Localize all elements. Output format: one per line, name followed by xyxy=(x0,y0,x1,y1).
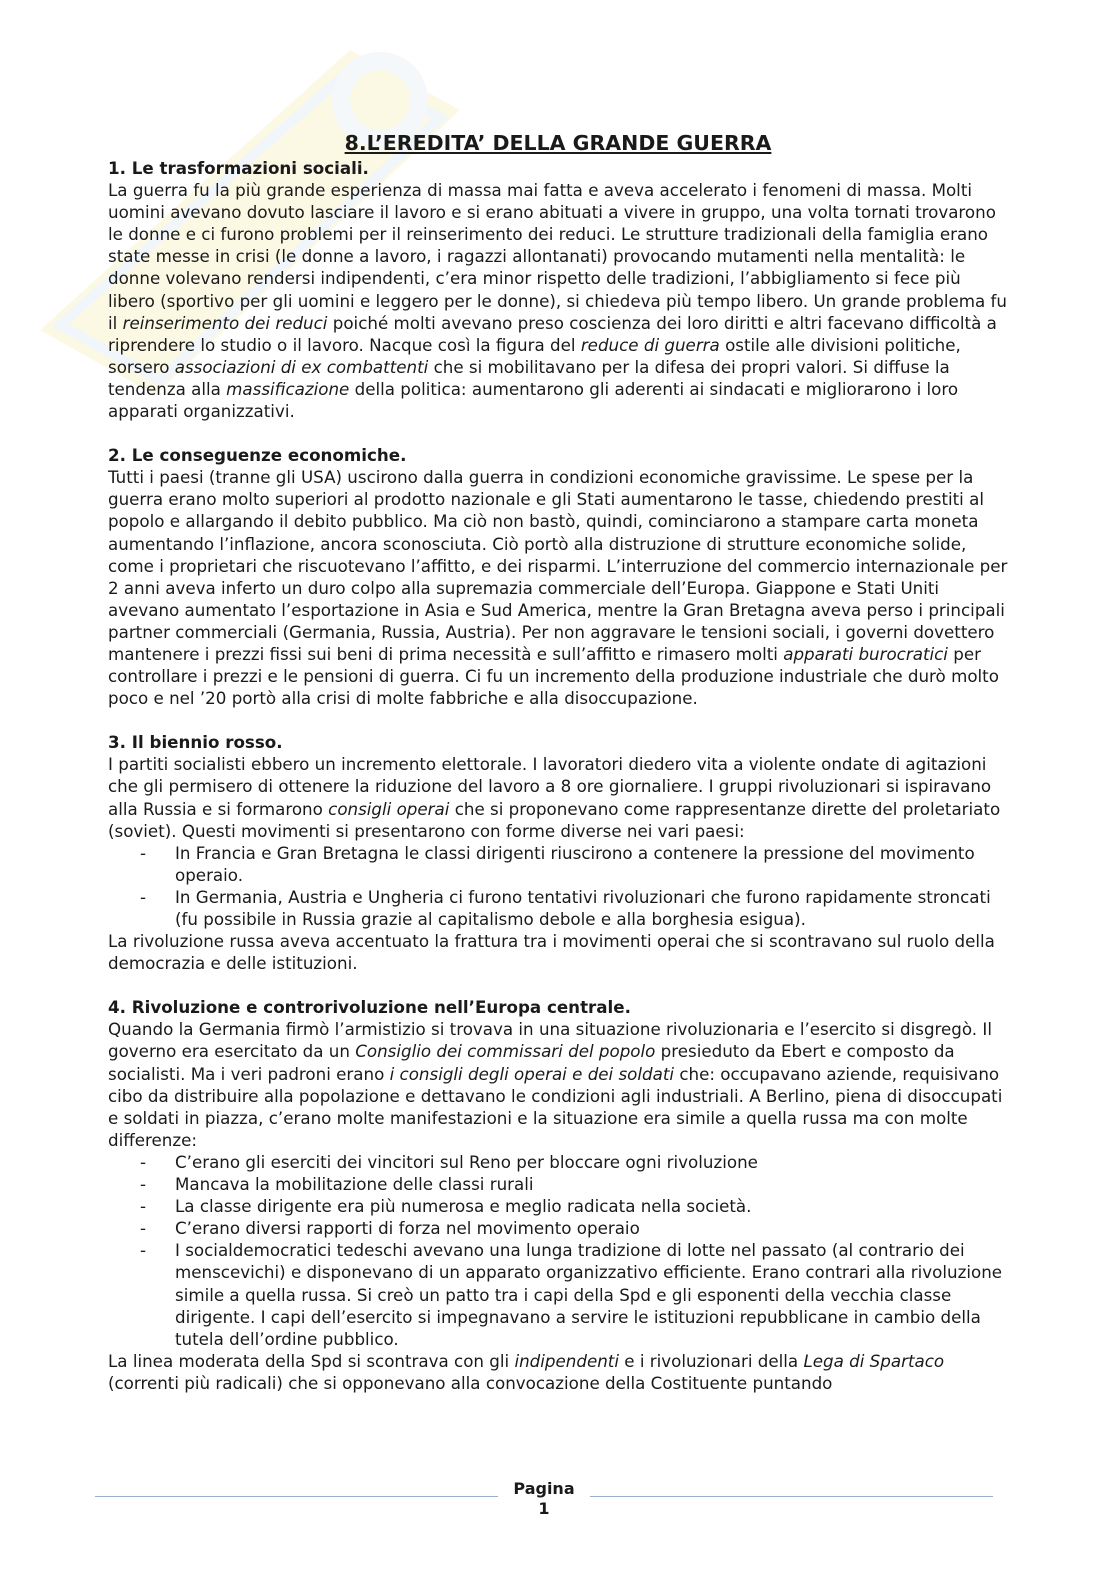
list-item: - C’erano diversi rapporti di forza nel movimento operaio xyxy=(140,1217,1008,1239)
bullet-list xyxy=(108,842,1008,930)
list-item: - Mancava la mobilitazione delle classi rurali xyxy=(140,1173,1008,1195)
page-footer xyxy=(0,1479,1116,1539)
page-number-value: 1 xyxy=(538,1499,550,1518)
section-heading: 2. Le conseguenze economiche. xyxy=(108,445,407,466)
document-title: 8.L’EREDITA’ DELLA GRANDE GUERRA xyxy=(344,131,772,155)
section-3 xyxy=(108,731,1008,974)
paragraph: Quando la Germania firmò l’armistizio si trovava in una situazione rivoluzionaria e l’esercito si disgregò. Il governo era esercitato da un Consiglio dei commissari del popolo presieduto da Ebert e composto da socialisti. Ma i veri padroni erano i consigli degli operai e dei soldati che: occupavano aziende, requisivano cibo da distribuire alla popolazione e dettavano le condizioni agli industriali. A Berlino, piena di disoccupati e soldati in piazza, c’erano molte manifestazioni e la situazione era simile a quella russa ma con molte differenze: xyxy=(108,1019,1003,1150)
list-item: - La classe dirigente era più numerosa e meglio radicata nella società. xyxy=(140,1195,1008,1217)
paragraph: La rivoluzione russa aveva accentuato la frattura tra i movimenti operai che si scontravano sul ruolo della democrazia e delle istituzioni. xyxy=(108,931,995,974)
section-1 xyxy=(108,157,1008,422)
paragraph: I partiti socialisti ebbero un incremento elettorale. I lavoratori diedero vita a violente ondate di agitazioni che gli permisero di ottenere la riduzione del lavoro a 8 ore giornaliere. I gruppi rivoluzionari si ispiravano alla Russia e si formarono consigli operai che si proponevano come rappresentanze dirette del proletariato (soviet). Questi movimenti si presentarono con forme diverse nei vari paesi: xyxy=(108,754,1001,841)
section-2 xyxy=(108,444,1008,709)
paragraph: La linea moderata della Spd si scontrava con gli indipendenti e i rivoluzionari della Lega di Spartaco (correnti più radicali) che si opponevano alla convocazione della Costituente puntando xyxy=(108,1350,945,1393)
section-4 xyxy=(108,996,1008,1394)
list-item: - I socialdemocratici tedeschi avevano una lunga tradizione di lotte nel passato (al contrario dei menscevichi) e disponevano di un apparato organizzativo efficiente. Erano contrari alla rivoluzione simile a quella russa. Si creò un patto tra i capi della Spd e gli esponenti della vecchia classe dirigente. I capi dell’esercito si impegnavano a servire le istituzioni repubblicane in cambio della tutela dell’ordine pubblico. xyxy=(140,1239,1008,1349)
section-heading: 4. Rivoluzione e controrivoluzione nell’Europa centrale. xyxy=(108,997,631,1018)
paragraph: Tutti i paesi (tranne gli USA) uscirono dalla guerra in condizioni economiche gravissime. Le spese per la guerra erano molto superiori al prodotto nazionale e gli Stati aumentarono le tasse, chiedendo prestiti al popolo e allargando il debito pubblico. Ma ciò non bastò, quindi, cominciarono a stampare carta moneta aumentando l’inflazione, ancora sconosciuta. Ciò portò alla distruzione di strutture economiche solide, come i proprietari che riscuotevano l’affitto, e dei risparmi. L’interruzione del commercio internazionale per 2 anni aveva inferto un duro colpo alla supremazia commerciale dell’Europa. Giappone e Stati Uniti avevano aumentato l’esportazione in Asia e Sud America, mentre la Gran Bretagna aveva perso i principali partner commerciali (Germania, Russia, Austria). Per non aggravare le tensioni sociali, i governi dovettero mantenere i prezzi fissi sui beni di prima necessità e sull’affitto e rimasero molti apparati burocratici per controllare i prezzi e le pensioni di guerra. Ci fu un incremento della produzione industriale che durò molto poco e nel ’20 portò alla crisi di molte fabbriche e alla disoccupazione. xyxy=(108,467,1008,709)
list-item: - In Germania, Austria e Ungheria ci furono tentativi rivoluzionari che furono rapidamente stroncati (fu possibile in Russia grazie al capitalismo debole e alla borghesia esigua). xyxy=(140,886,1008,930)
footer-rule-right xyxy=(590,1496,993,1497)
bullet-list xyxy=(108,1151,1008,1350)
list-item: - In Francia e Gran Bretagna le classi dirigenti riuscirono a contenere la pressione del movimento operaio. xyxy=(140,842,1008,886)
list-item: - C’erano gli eserciti dei vincitori sul Reno per bloccare ogni rivoluzione xyxy=(140,1151,1008,1173)
document-body xyxy=(108,130,1008,1416)
footer-rule-left xyxy=(95,1496,498,1497)
section-heading: 3. Il biennio rosso. xyxy=(108,732,283,753)
page-label: Pagina xyxy=(513,1479,575,1498)
section-heading: 1. Le trasformazioni sociali. xyxy=(108,158,369,178)
page-number xyxy=(503,1479,585,1519)
paragraph: La guerra fu la più grande esperienza di massa mai fatta e aveva accelerato i fenomeni di massa. Molti uomini avevano dovuto lasciare il lavoro e si erano abituati a vivere in gruppo, una volta tornati trovarono le donne e ci furono problemi per il reinserimento dei reduci. Le strutture tradizionali della famiglia erano state messe in crisi (le donne a lavoro, i ragazzi allontanati) provocando mutamenti nella mentalità: le donne volevano rendersi indipendenti, c’era minor rispetto delle tradizioni, l’abbigliamento si fece più libero (sportivo per gli uomini e leggero per le donne), si chiedeva più tempo libero. Un grande problema fu il reinserimento dei reduci poiché molti avevano preso coscienza dei loro diritti e altri facevano difficoltà a riprendere lo studio o il lavoro. Nacque così la figura del reduce di guerra ostile alle divisioni politiche, sorsero associazioni di ex combattenti che si mobilitavano per la difesa dei propri valori. Si diffuse la tendenza alla massificazione della politica: aumentarono gli aderenti ai sindacati e migliorarono i loro apparati organizzativi. xyxy=(108,180,1008,422)
